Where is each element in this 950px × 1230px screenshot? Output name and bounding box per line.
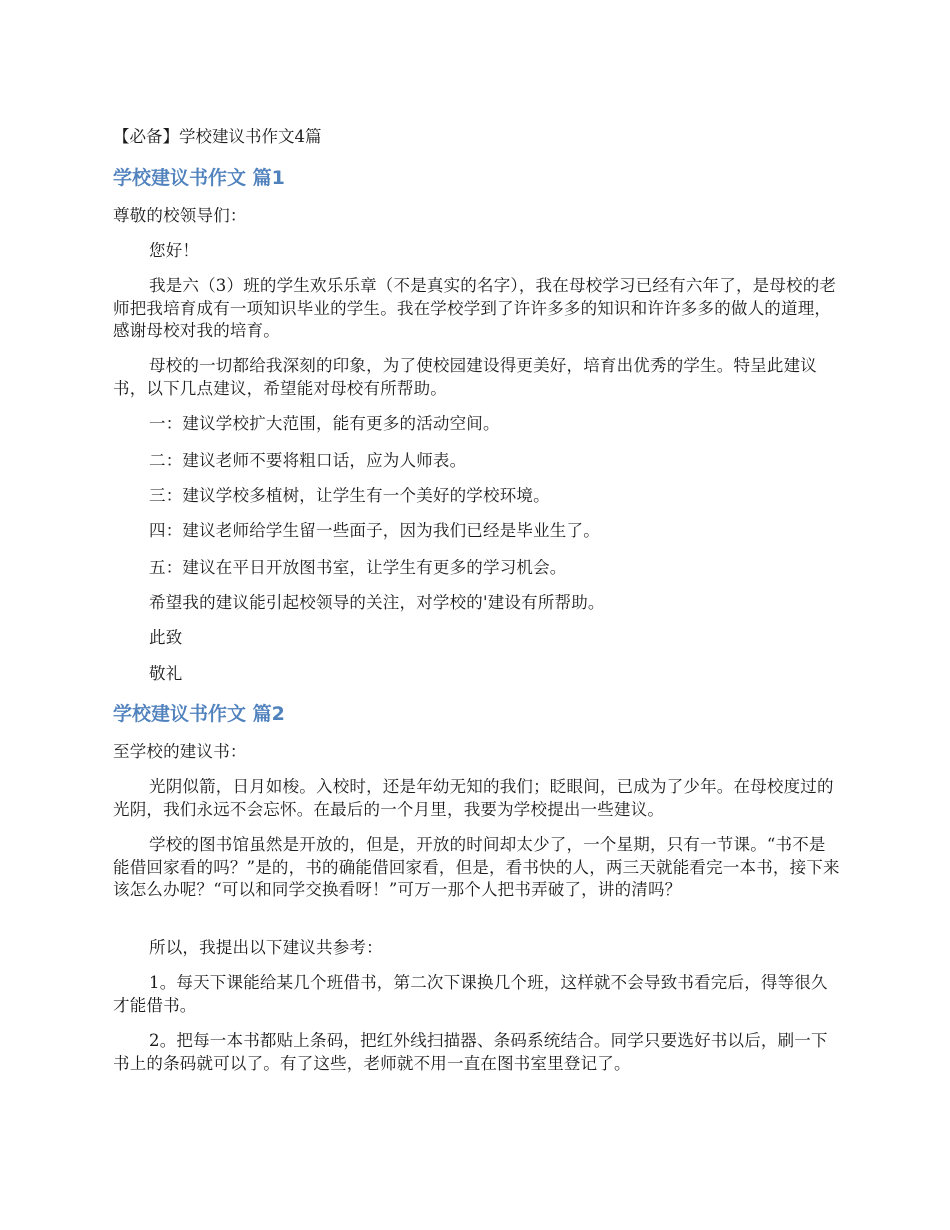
paragraph-proposal-intro: 所以，我提出以下建议共参考： <box>149 938 383 957</box>
paragraph-salutation-2: 至学校的建议书： <box>113 742 247 761</box>
paragraph-closing-1: 此致 <box>149 628 183 647</box>
paragraph-hope: 希望我的建议能引起校领导的关注，对学校的'建设有所帮助。 <box>149 593 605 612</box>
section-heading-2: 学校建议书作文 篇2 <box>113 703 285 725</box>
paragraph-suggestion-2: 二：建议老师不要将粗口话，应为人师表。 <box>149 451 467 470</box>
paragraph-suggestion-4: 四：建议老师给学生留一些面子，因为我们已经是毕业生了。 <box>149 521 600 540</box>
paragraph-closing-2: 敬礼 <box>149 664 183 683</box>
paragraph-intro: 我是六（3）班的学生欢乐乐章（不是真实的名字），我在母校学习已经有六年了，是母校的老师把我培育成有一项知识毕业的学生。我在学校学到了许许多多的知识和许许多多的做人的道理，感谢母校对我的培育。 <box>113 276 837 340</box>
paragraph-proposal-2: 2。把每一本书都贴上条码，把红外线扫描器、条码系统结合。同学只要选好书以后，刷一下书上的条码就可以了。有了这些，老师就不用一直在图书室里登记了。 <box>113 1031 828 1073</box>
paragraph-suggestion-5: 五：建议在平日开放图书室，让学生有更多的学习机会。 <box>149 558 567 577</box>
paragraph-salutation: 尊敬的校领导们： <box>113 206 247 225</box>
paragraph-proposal-1: 1。每天下课能给某几个班借书，第二次下课换几个班，这样就不会导致书看完后，得等很久才能借书。 <box>113 973 828 1015</box>
document-title: 【必备】学校建议书作文4篇 <box>113 127 322 146</box>
paragraph-greeting: 您好！ <box>149 241 200 260</box>
paragraph-suggestion-3: 三：建议学校多植树，让学生有一个美好的学校环境。 <box>149 486 550 505</box>
paragraph-library: 学校的图书馆虽然是开放的，但是，开放的时间却太少了，一个星期，只有一节课。“书不是能借回家看的吗？”是的，书的确能借回家看，但是，看书快的人，两三天就能看完一本书，接下来该怎么办呢？“可以和同学交换看呀！”可万一那个人把书弄破了，讲的清吗？ <box>113 835 840 899</box>
paragraph-time: 光阴似箭，日月如梭。入校时，还是年幼无知的我们；眨眼间，已成为了少年。在母校度过的光阴，我们永远不会忘怀。在最后的一个月里，我要为学校提出一些建议。 <box>113 777 834 819</box>
paragraph-purpose: 母校的一切都给我深刻的印象，为了使校园建设得更美好，培育出优秀的学生。特呈此建议书，以下几点建议，希望能对母校有所帮助。 <box>113 356 817 398</box>
section-heading-1: 学校建议书作文 篇1 <box>113 167 285 189</box>
paragraph-suggestion-1: 一：建议学校扩大范围，能有更多的活动空间。 <box>149 414 500 433</box>
